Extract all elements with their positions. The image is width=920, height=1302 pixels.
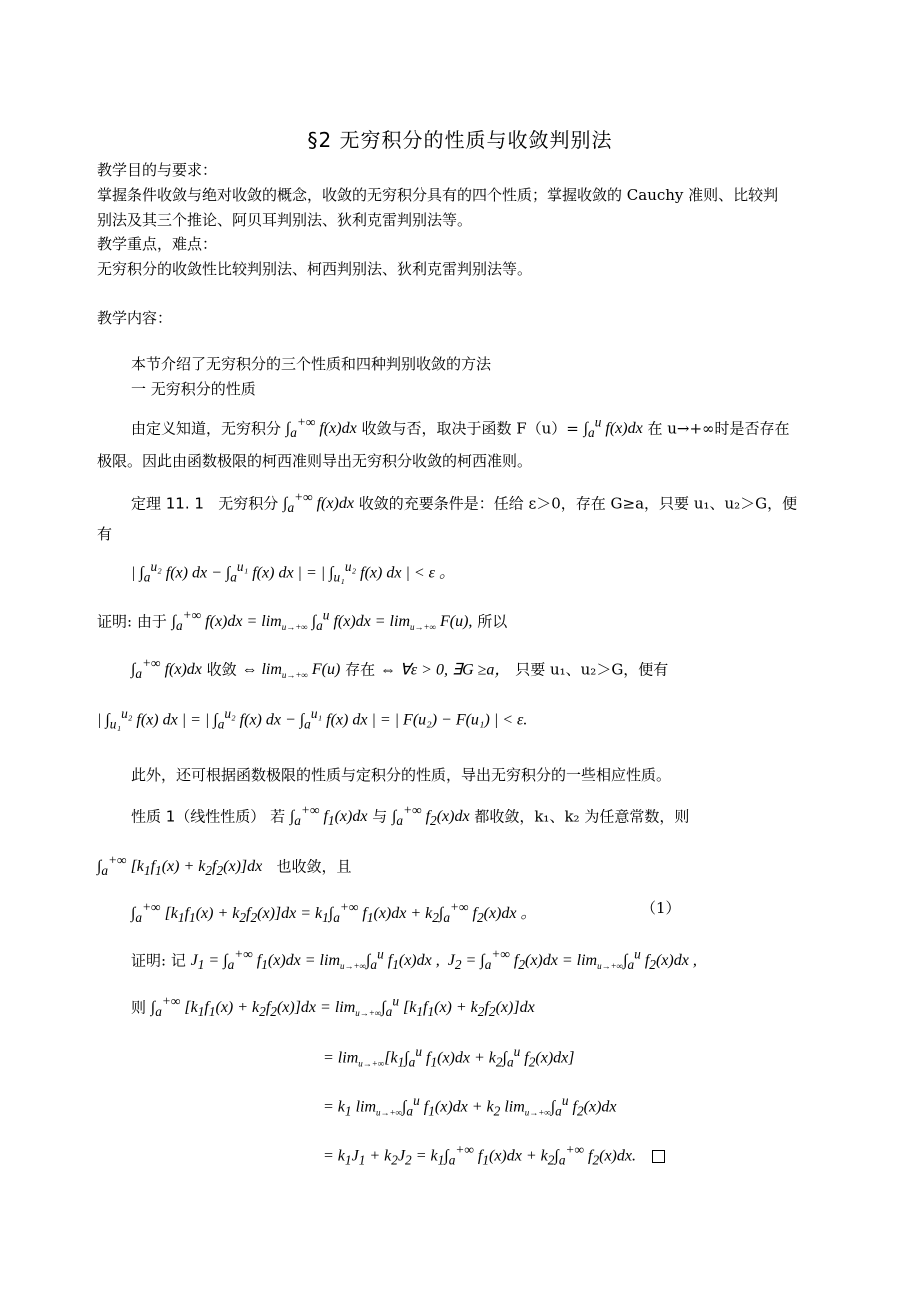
limit-formula: ⇔ $\lim_{u\to+\infty} F(u)$: [241, 661, 341, 681]
proof2-step-2: = $k_1$ $\lim_{u\to+\infty}\int_a^u$ $f_1(x)dx + k_2$ $\lim_{u\to+\infty}\int_a^u$ $f_2(x)dx$: [323, 1093, 617, 1119]
property1-line-1: 性质 1（线性性质） 若 $\int_a^{+\infty}$ $f_1(x)dx$ 与 $\int_a^{+\infty}$ $f_2(x)dx$ 都收敛，k₁、k₂ 为任意常数，则: [131, 803, 690, 829]
integral-formula: $\int_a^u$ f(x)dx: [583, 415, 643, 441]
proof1-line-2: $\int_a^{+\infty}$ f(x)dx 收敛 ⇔ $\lim_{u\to+\infty} F(u)$ 存在 ⇔ ∀ε > 0, ∃G ≥a， 只要 u₁、u₂＞G，便有: [131, 656, 669, 682]
integral-formula: $\int_a^{+\infty}$ $f_1(x)dx$: [289, 803, 368, 829]
content-heading: 教学内容：: [97, 309, 173, 327]
property-intro: 此外，还可根据函数极限的性质与定积分的性质，导出无穷积分的一些相应性质。: [131, 766, 672, 784]
definition-line-2: 极限。因此由函数极限的柯西准则导出无穷积分收敛的柯西准则。: [97, 452, 533, 470]
theorem-line-2: 有: [97, 525, 113, 543]
definition-line-1: 由定义知道，无穷积分 $\int_a^{+\infty}$ f(x)dx 收敛与否，取决于函数 $F(u)= \int_a^u$ f(x)dx 在 u→+∞时是否存在: [131, 415, 790, 441]
section-title: §2 无穷积分的性质与收敛判别法: [307, 128, 613, 152]
key-points-heading: 教学重点，难点：: [97, 235, 218, 253]
proof2-step-3: = $k_1J_1 + k_2J_2 = k_1\int_a^{+\infty}$ $f_1(x)dx + k_2\int_a^{+\infty}$ $f_2(x)dx$.: [323, 1139, 665, 1172]
proof2-step-1: = $\lim_{u\to+\infty}[k_1\int_a^u$ $f_1(x)dx + k_2\int_a^u$ $f_2(x)dx$]: [323, 1044, 575, 1070]
integral-formula: $\int_a^{+\infty}$ $[k_1f_1(x) + k_2f_2(x)]dx$: [97, 853, 263, 879]
property1-formula: $\int_a^{+\infty}$ $[k_1f_1(x) + k_2f_2(x)]dx = k_1\int_a^{+\infty}$ $f_1(x)dx + k_2\int_a^{+\infty}$ $f_2(x)dx$ 。 （1）: [131, 899, 681, 926]
proof2-label: 证明: [131, 951, 162, 970]
limit-formula: $\int_a^{+\infty}$ $f(x)dx = \lim_{u\to+\infty} \int_a^u$ $f(x)dx = \lim_{u\to+\infty} F(u)$,: [171, 608, 473, 634]
integral-formula: $\int_a^{+\infty}$ $f_2(x)dx$: [392, 803, 470, 829]
intro-text: 本节介绍了无穷积分的三个性质和四种判别收敛的方法: [131, 355, 492, 373]
goals-heading: 教学目的与要求：: [97, 161, 218, 179]
integral-formula: $\int_a^{+\infty}$ f(x)dx: [285, 415, 357, 441]
goals-line-1: 掌握条件收敛与绝对收敛的概念，收敛的无穷积分具有的四个性质；掌握收敛的 Cauchy 准则、比较判: [97, 186, 779, 204]
proof2-line-2: 则 $\int_a^{+\infty}$ $[k_1f_1(x) + k_2f_2(x)]dx = \lim_{u\to+\infty}\int_a^u$ $[k_1f_1(x) + k_2f_2(x)]dx$: [131, 994, 535, 1020]
theorem-line-1: 定理 11. 1 无穷积分 $\int_a^{+\infty}$ f(x)dx 收敛的充要条件是：任给 ε＞0，存在 G≥a，只要 u₁、u₂＞G，便: [131, 490, 798, 516]
proof1-conclusion: | $\int_{u_1}^{u_2}$ f(x) dx | = | $\int_a^{u_2}$ f(x) dx − $\int_a^{u_1}$ f(x) dx | = | F(u₂) − F(u₁) | < ε.: [97, 706, 528, 732]
key-points-text: 无穷积分的收敛性比较判别法、柯西判别法、狄利克雷判别法等。: [97, 260, 533, 278]
theorem-label: 定理 11. 1: [131, 494, 204, 513]
integral-formula: $\int_a^{+\infty}$ f(x)dx: [283, 490, 354, 516]
proof2-line-1: 证明: 记 $J_1 = \int_a^{+\infty}$ $f_1(x)dx = \lim_{u\to+\infty}\int_a^u$ $f_1(x)dx$ , $J_2 = \int_a^{+\infty}$ $f_2(x)dx = \lim_{u\to+\infty}\int_a^u$ $f_2(x)dx$ ,: [131, 947, 697, 973]
property1-label: 性质 1（线性性质）: [131, 807, 266, 826]
part-heading: 一 无穷积分的性质: [131, 380, 256, 398]
property1-line-2: $\int_a^{+\infty}$ $[k_1f_1(x) + k_2f_2(x)]dx$ 也收敛，且: [97, 853, 352, 879]
cauchy-inequality: | $\int_a^{u_2}$ f(x) dx − $\int_a^{u_1}$ f(x) dx | = | $\int_{u_1}^{u_2}$ f(x) dx | < ε 。: [131, 559, 455, 585]
qed-square-icon: [652, 1150, 665, 1163]
goals-line-2: 别法及其三个推论、阿贝耳判别法、狄利克雷判别法等。: [97, 211, 473, 229]
integral-formula: $\int_a^{+\infty}$ f(x)dx: [131, 656, 202, 682]
equation-number: （1）: [641, 899, 681, 917]
proof1-line-1: 证明: 由于 $\int_a^{+\infty}$ $f(x)dx = \lim_{u\to+\infty} \int_a^u$ $f(x)dx = \lim_{u\to+\infty} F(u)$, 所以: [97, 608, 508, 634]
